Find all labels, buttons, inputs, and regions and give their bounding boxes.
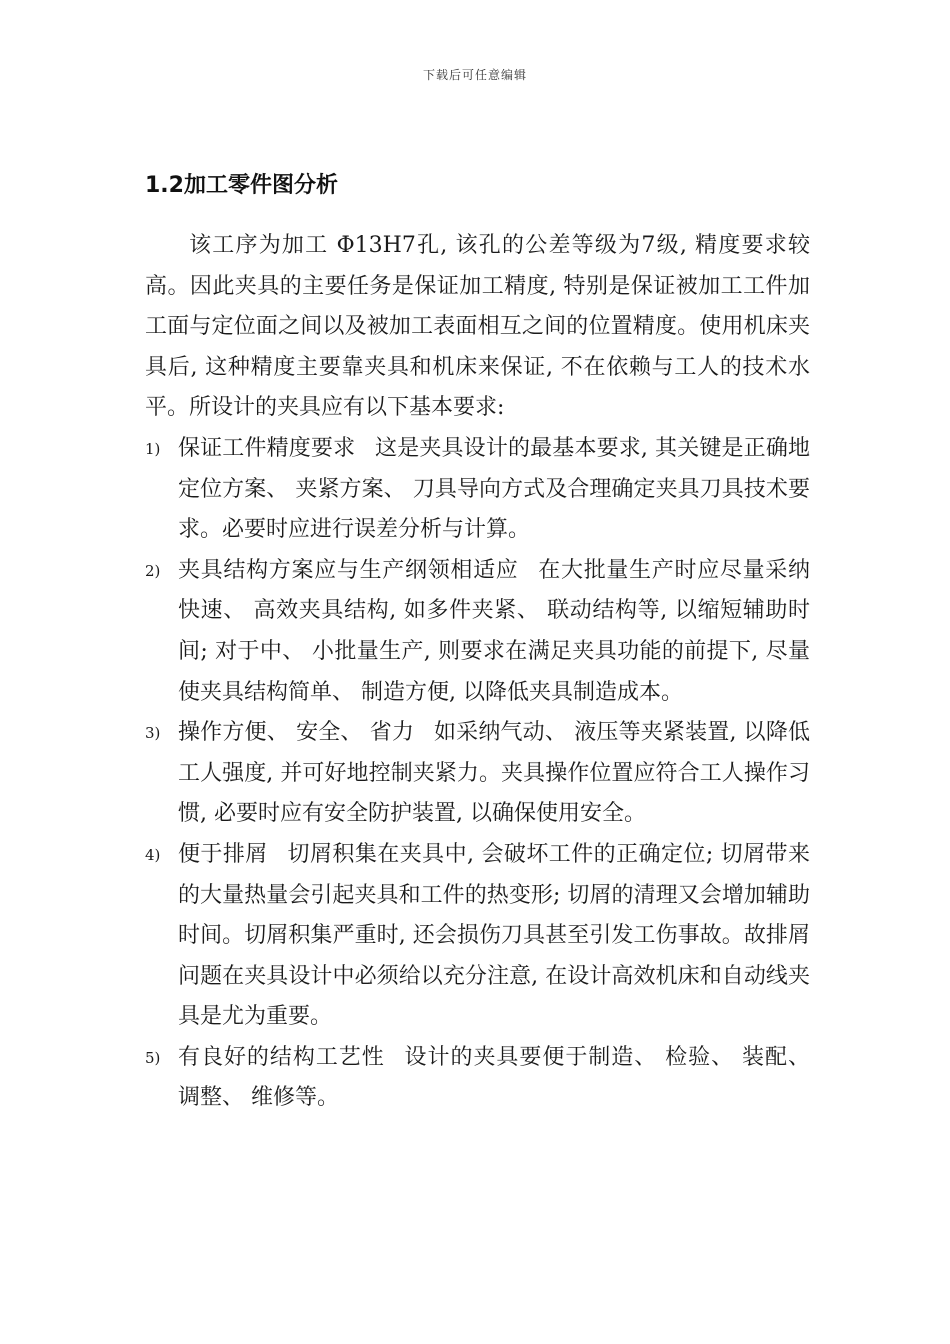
document-body [145,226,810,1119]
list-item [145,835,810,1038]
list-item-text: 这是夹具设计的最基本要求, 其关键是正确地定位方案、 夹紧方案、 刀具导向方式及合理确定夹具刀具技术要求。必要时应进行误差分析与计算。 [178,435,810,543]
list-number: 4) [145,845,161,864]
list-number: 2) [145,561,161,580]
list-item-heading: 有良好的结构工艺性 [178,1044,385,1070]
intro-paragraph: 该工序为加工 Φ13H7孔, 该孔的公差等级为7级, 精度要求较高。因此夹具的主要任务是保证加工精度, 特别是保证被加工工件加工面与定位面之间以及被加工表面相互之间的位置精度。使用机床夹具后, 这种精度主要靠夹具和机床来保证, 不在依赖与工人的技术水平。所设计的夹具应有以下基本要求: [145,233,810,421]
list-item-text: 切屑积集在夹具中, 会破坏工件的正确定位; 切屑带来的大量热量会引起夹具和工件的热变形; 切屑的清理又会增加辅助时间。切屑积集严重时, 还会损伤刀具甚至引发工伤事故。故排屑问题在夹具设计中必须给以充分注意, 在设计高效机床和自动线夹具是尤为重要。 [178,841,810,1030]
list-item-text: 在大批量生产时应尽量采纳快速、 高效夹具结构, 如多件夹紧、 联动结构等, 以缩短辅助时间; 对于中、 小批量生产, 则要求在满足夹具功能的前提下, 尽量使夹具结构简单、 制造方便, 以降低夹具制造成本。 [178,557,810,705]
list-item [145,429,810,551]
section-title: 1.2加工零件图分析 [145,173,338,198]
list-item [145,713,810,835]
list-item [145,551,810,713]
list-number: 1) [145,439,161,458]
requirements-list [145,429,810,1119]
list-item-heading: 操作方便、 安全、 省力 [178,720,415,746]
list-item-text: 设计的夹具要便于制造、 检验、 装配、 调整、 维修等。 [178,1044,810,1111]
list-number: 3) [145,724,161,743]
header-note: 下载后可任意编辑 [422,68,527,82]
list-item-heading: 保证工件精度要求 [178,435,356,461]
list-item-heading: 便于排屑 [178,841,268,867]
list-item-text: 如采纳气动、 液压等夹紧装置, 以降低工人强度, 并可好地控制夹紧力。夹具操作位置应符合工人操作习惯, 必要时应有安全防护装置, 以确保使用安全。 [178,720,810,827]
list-item-heading: 夹具结构方案应与生产纲领相适应 [178,557,519,583]
list-item [145,1038,810,1119]
list-number: 5) [145,1048,161,1067]
